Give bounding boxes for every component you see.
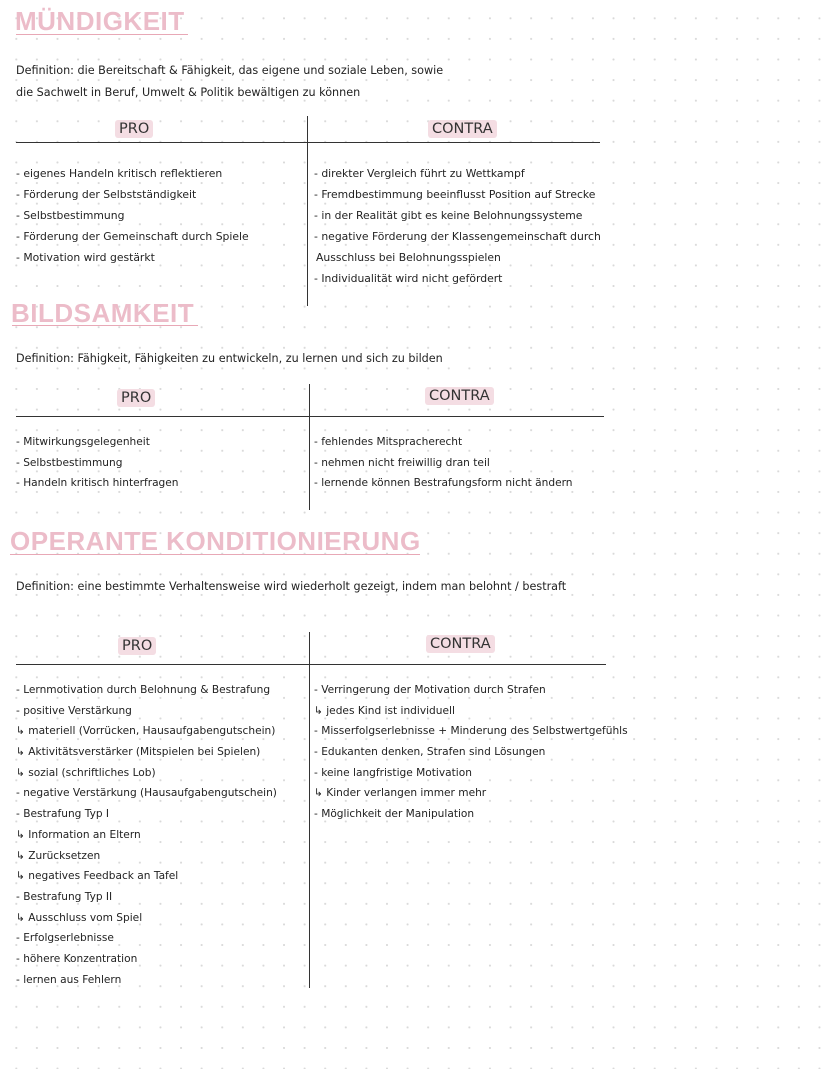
contra-label-text: CONTRA bbox=[425, 387, 494, 405]
table-header-line bbox=[16, 664, 606, 665]
contra-label bbox=[426, 636, 495, 652]
definition-line: Definition: Fähigkeit, Fähigkeiten zu entwickeln, zu lernen und sich zu bilden bbox=[16, 352, 443, 365]
contra-label bbox=[425, 388, 494, 404]
definition-line: Definition: die Bereitschaft & Fähigkeit, das eigene und soziale Leben, sowie bbox=[16, 64, 444, 77]
list-item: - Edukanten denken, Strafen sind Lösungen bbox=[314, 746, 546, 759]
list-item: - fehlendes Mitspracherecht bbox=[314, 436, 463, 448]
list-item: - höhere Konzentration bbox=[16, 952, 138, 965]
table-divider bbox=[307, 116, 308, 306]
contra-list-operante bbox=[314, 680, 628, 825]
section-title-bildsamkeit: BILDSAMKEIT bbox=[11, 298, 195, 328]
list-item: ↳ materiell (Vorrücken, Hausaufgabengutschein) bbox=[16, 725, 276, 738]
definition-mundigkeit bbox=[16, 60, 443, 104]
list-item: ↳ Kinder verlangen immer mehr bbox=[314, 787, 487, 800]
list-item: - Förderung der Selbstständigkeit bbox=[16, 188, 197, 201]
list-item: - Individualität wird nicht gefördert bbox=[314, 272, 503, 285]
list-item: Ausschluss bei Belohnungsspielen bbox=[316, 251, 501, 264]
list-item: ↳ sozial (schriftliches Lob) bbox=[16, 766, 156, 779]
list-item: - negative Verstärkung (Hausaufgabengutschein) bbox=[16, 787, 277, 800]
contra-label bbox=[428, 121, 497, 137]
title-underline bbox=[12, 325, 198, 326]
list-item: - eigenes Handeln kritisch reflektieren bbox=[16, 167, 223, 180]
section-title-operante-konditionierung: OPERANTE KONDITIONIERUNG bbox=[10, 526, 421, 556]
list-item: ↳ Ausschluss vom Spiel bbox=[16, 911, 143, 924]
contra-label-text: CONTRA bbox=[426, 635, 495, 653]
table-header-line bbox=[16, 142, 600, 143]
list-item: - Handeln kritisch hinterfragen bbox=[16, 477, 179, 490]
title-underline bbox=[16, 34, 188, 35]
definition-operante-konditionierung bbox=[16, 576, 566, 598]
list-item: - nehmen nicht freiwillig dran teil bbox=[314, 456, 490, 469]
list-item: - lernen aus Fehlern bbox=[16, 973, 122, 986]
list-item: - Misserfolgserlebnisse + Minderung des Selbstwertgefühls bbox=[314, 725, 628, 738]
pro-label bbox=[117, 390, 155, 406]
list-item: - lernende können Bestrafungsform nicht ändern bbox=[314, 477, 573, 490]
contra-list-mundigkeit bbox=[314, 163, 601, 289]
list-item: - Motivation wird gestärkt bbox=[16, 251, 155, 264]
list-item: ↳ Zurücksetzen bbox=[16, 849, 101, 862]
list-item: - Bestrafung Typ II bbox=[16, 890, 113, 903]
list-item: - Erfolgserlebnisse bbox=[16, 932, 114, 945]
table-divider bbox=[309, 632, 310, 988]
list-item: ↳ negatives Feedback an Tafel bbox=[16, 870, 179, 883]
list-item: - Selbstbestimmung bbox=[16, 456, 123, 469]
list-item: - Verringerung der Motivation durch Strafen bbox=[314, 684, 546, 696]
list-item: - in der Realität gibt es keine Belohnungssysteme bbox=[314, 209, 583, 222]
list-item: - Selbstbestimmung bbox=[16, 209, 125, 222]
list-item: ↳ Aktivitätsverstärker (Mitspielen bei Spielen) bbox=[16, 746, 261, 759]
list-item: - Lernmotivation durch Belohnung & Bestrafung bbox=[16, 684, 271, 696]
definition-bildsamkeit bbox=[16, 348, 443, 370]
pro-label bbox=[115, 121, 153, 137]
pro-label-text: PRO bbox=[118, 637, 156, 655]
title-underline bbox=[10, 554, 420, 555]
list-item: ↳ jedes Kind ist individuell bbox=[314, 704, 455, 717]
list-item: - negative Förderung der Klassengemeinschaft durch bbox=[314, 230, 601, 243]
definition-line: die Sachwelt in Beruf, Umwelt & Politik bewältigen zu können bbox=[16, 86, 361, 99]
pro-label bbox=[118, 638, 156, 654]
list-item: - Förderung der Gemeinschaft durch Spiele bbox=[16, 230, 249, 243]
pro-list-bildsamkeit bbox=[16, 432, 179, 494]
definition-line: Definition: eine bestimmte Verhaltensweise wird wiederholt gezeigt, indem man belohnt / bestraft bbox=[16, 580, 567, 593]
table-divider bbox=[309, 384, 310, 510]
list-item: - direkter Vergleich führt zu Wettkampf bbox=[314, 167, 525, 180]
section-title-mundigkeit: MÜNDIGKEIT bbox=[15, 6, 185, 36]
contra-list-bildsamkeit bbox=[314, 432, 572, 494]
pro-list-operante bbox=[16, 680, 277, 990]
list-item: - Fremdbestimmung beeinflusst Position auf Strecke bbox=[314, 188, 596, 201]
table-header-line bbox=[16, 416, 604, 417]
list-item: - Mitwirkungsgelegenheit bbox=[16, 436, 150, 448]
list-item: - positive Verstärkung bbox=[16, 704, 132, 717]
list-item: - Möglichkeit der Manipulation bbox=[314, 808, 475, 821]
list-item: ↳ Information an Eltern bbox=[16, 828, 141, 841]
list-item: - Bestrafung Typ I bbox=[16, 808, 110, 821]
pro-list-mundigkeit bbox=[16, 163, 249, 268]
contra-label-text: CONTRA bbox=[428, 120, 497, 138]
list-item: - keine langfristige Motivation bbox=[314, 766, 472, 779]
pro-label-text: PRO bbox=[117, 389, 155, 407]
pro-label-text: PRO bbox=[115, 120, 153, 138]
